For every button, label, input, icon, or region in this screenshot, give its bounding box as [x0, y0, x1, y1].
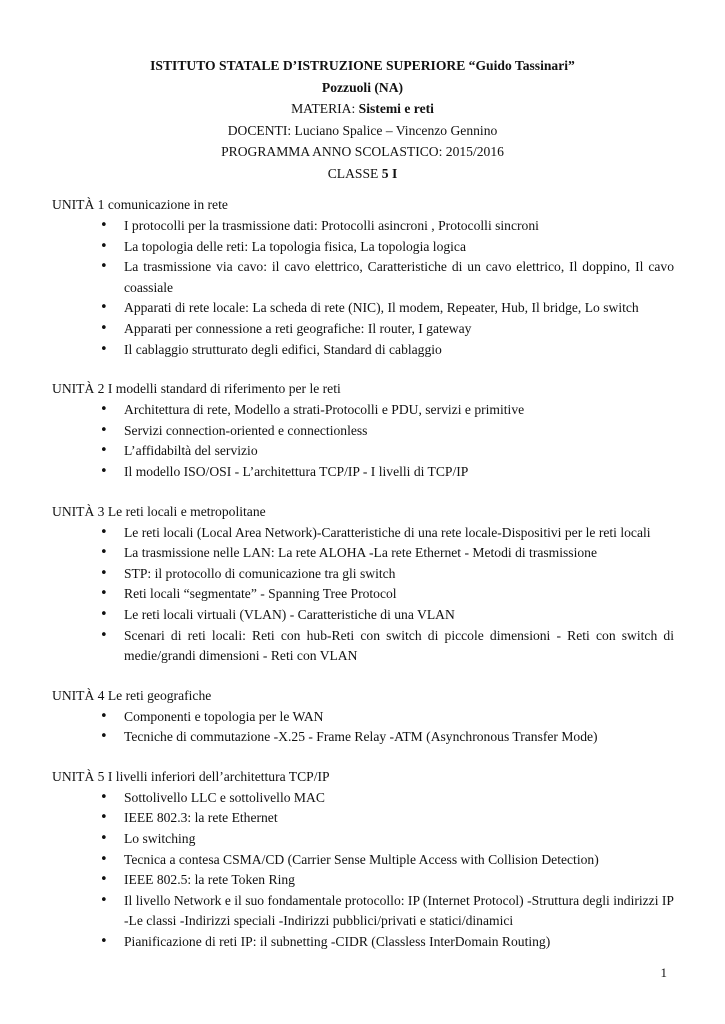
topic-item: • Tecniche di commutazione -X.25 - Frame Relay -ATM (Asynchronous Transfer Mode) [52, 727, 674, 748]
subject-value: Sistemi e reti [358, 101, 434, 117]
unit-title: UNITÀ 5 I livelli inferiori dell’architettura TCP/IP [52, 768, 330, 784]
unit-topic-list [52, 216, 674, 360]
topic-item: • Le reti locali (Local Area Network)-Caratteristiche di una rete locale-Dispositivi per le reti locali [52, 523, 674, 544]
topic-item: • Sottolivello LLC e sottolivello MAC [52, 788, 674, 809]
unit-section [52, 195, 674, 360]
topic-item: • IEEE 802.5: la rete Token Ring [52, 870, 674, 891]
topic-item: • Pianificazione di reti IP: il subnetting -CIDR (Classless InterDomain Routing) [52, 932, 674, 953]
class-line [0, 163, 725, 185]
unit-section [52, 686, 674, 748]
unit-topic-list [52, 523, 674, 667]
topic-item: • L’affidabiltà del servizio [52, 441, 674, 462]
page-number: 1 [660, 965, 667, 980]
topic-item: • STP: il protocollo di comunicazione tra gli switch [52, 564, 674, 585]
class-value: 5 I [381, 165, 398, 181]
unit-topic-list [52, 400, 674, 482]
topic-item: • Lo switching [52, 829, 674, 850]
topic-item: • Reti locali “segmentate” - Spanning Tree Protocol [52, 584, 674, 605]
unit-title: UNITÀ 2 I modelli standard di riferimento per le reti [52, 381, 341, 397]
unit-title: UNITÀ 4 Le reti geografiche [52, 687, 212, 703]
topic-item: • Il livello Network e il suo fondamentale protocollo: IP (Internet Protocol) -Struttura degli indirizzi IP -Le classi -Indirizzi speciali -Indirizzi pubblici/privati e statici/dinamici [52, 891, 674, 932]
topic-item: • IEEE 802.3: la rete Ethernet [52, 808, 674, 829]
unit-topic-list [52, 788, 674, 953]
topic-item: • I protocolli per la trasmissione dati: Protocolli asincroni , Protocolli sincroni [52, 216, 674, 237]
topic-item: • La topologia delle reti: La topologia fisica, La topologia logica [52, 237, 674, 258]
unit-topic-list [52, 707, 674, 748]
topic-item: • Architettura di rete, Modello a strati-Protocolli e PDU, servizi e primitive [52, 400, 674, 421]
teachers-line: DOCENTI: Luciano Spalice – Vincenzo Gennino [227, 122, 498, 138]
topic-item: • Il cablaggio strutturato degli edifici, Standard di cablaggio [52, 340, 674, 361]
topic-item: • Tecnica a contesa CSMA/CD (Carrier Sense Multiple Access with Collision Detection) [52, 850, 674, 871]
subject-line [0, 98, 725, 120]
unit-section [52, 379, 674, 482]
topic-item: • Il modello ISO/OSI - L’architettura TCP/IP - I livelli di TCP/IP [52, 462, 674, 483]
school-location: Pozzuoli (NA) [321, 79, 404, 95]
unit-section [52, 502, 674, 667]
topic-item: • Apparati di rete locale: La scheda di rete (NIC), Il modem, Repeater, Hub, Il bridge, Lo switch [52, 298, 674, 319]
subject-label: MATERIA: [291, 101, 359, 117]
topic-item: • Le reti locali virtuali (VLAN) - Caratteristiche di una VLAN [52, 605, 674, 626]
topic-item: • Scenari di reti locali: Reti con hub-Reti con switch di piccole dimensioni - Reti con switch di medie/grandi dimensioni - Reti con VLAN [52, 626, 674, 667]
unit-title: UNITÀ 1 comunicazione in rete [52, 197, 228, 212]
class-label: CLASSE [327, 165, 382, 181]
topic-item: • La trasmissione nelle LAN: La rete ALOHA -La rete Ethernet - Metodi di trasmissione [52, 543, 674, 564]
program-year-line: PROGRAMMA ANNO SCOLASTICO: 2015/2016 [221, 144, 504, 160]
program-content [52, 195, 674, 972]
topic-item: • La trasmissione via cavo: il cavo elettrico, Caratteristiche di un cavo elettrico, Il doppino, Il cavo coassiale [52, 257, 674, 298]
topic-item: • Apparati per connessione a reti geografiche: Il router, I gateway [52, 319, 674, 340]
topic-item: • Servizi connection-oriented e connectionless [52, 421, 674, 442]
unit-title: UNITÀ 3 Le reti locali e metropolitane [52, 503, 266, 519]
school-name: ISTITUTO STATALE D’ISTRUZIONE SUPERIORE “Guido Tassinari” [150, 58, 575, 73]
topic-item: • Componenti e topologia per le WAN [52, 707, 674, 728]
document-header [0, 55, 725, 185]
unit-section [52, 767, 674, 953]
